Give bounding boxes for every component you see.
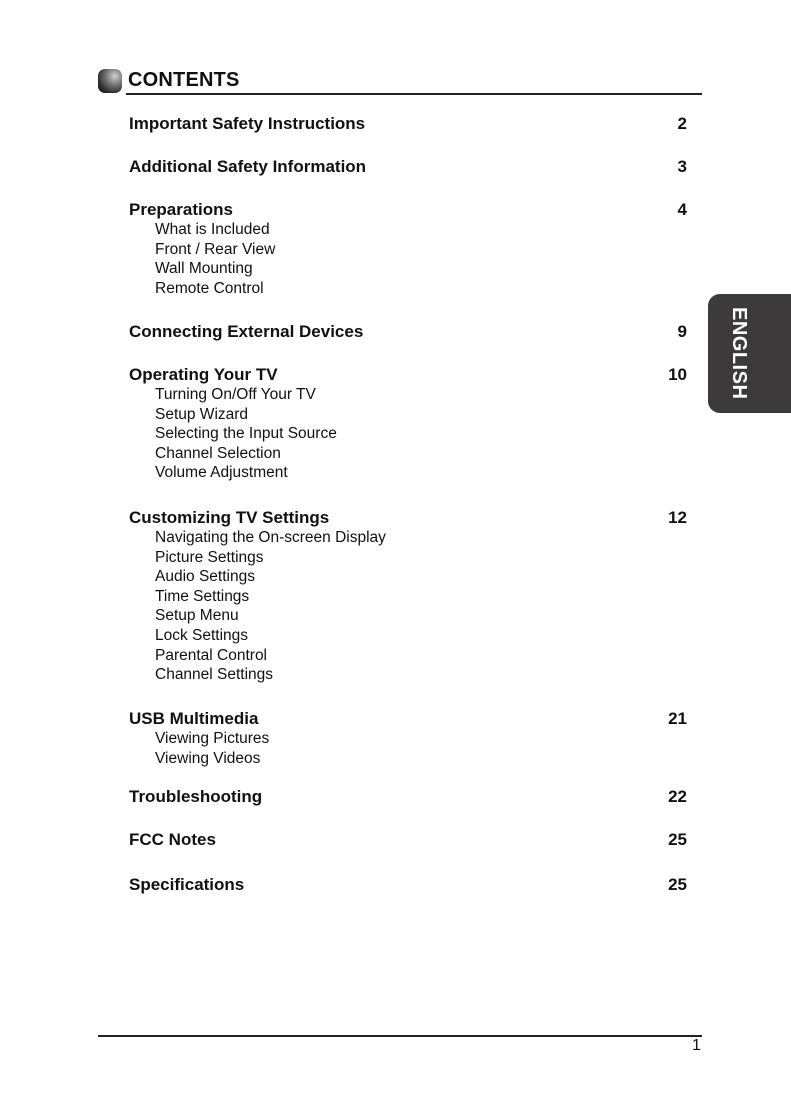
footer-divider <box>98 1035 702 1037</box>
toc-page-number: 21 <box>668 709 687 728</box>
toc-page-number: 22 <box>668 787 687 806</box>
toc-section-title: FCC Notes <box>129 830 216 849</box>
toc-subsection[interactable]: Channel Selection <box>155 444 281 462</box>
toc-entry[interactable] <box>129 200 689 220</box>
toc-section <box>129 508 689 685</box>
header-divider <box>126 93 702 95</box>
toc-section <box>129 365 689 483</box>
toc-section <box>129 787 689 807</box>
toc-page-number: 2 <box>677 114 687 133</box>
page-number: 1 <box>692 1037 701 1054</box>
toc-section <box>129 830 689 850</box>
toc-subsection[interactable]: Audio Settings <box>155 568 255 586</box>
toc-section-title: Additional Safety Information <box>129 157 367 176</box>
toc-subsection[interactable]: Remote Control <box>155 279 264 297</box>
toc-entry[interactable] <box>129 875 689 895</box>
toc-subsection[interactable]: Channel Settings <box>155 666 274 684</box>
toc-subsection[interactable]: Wall Mounting <box>155 260 253 278</box>
toc-subsection[interactable]: Parental Control <box>155 646 268 664</box>
toc-subsection[interactable]: Viewing Videos <box>155 749 261 767</box>
toc-subsection[interactable]: Picture Settings <box>155 548 264 566</box>
toc-subsection[interactable]: Setup Wizard <box>155 405 249 423</box>
toc-subsection[interactable]: Volume Adjustment <box>155 464 288 482</box>
toc-section <box>129 875 689 895</box>
toc-page-number: 25 <box>668 830 687 849</box>
toc-subsection[interactable]: Viewing Pictures <box>155 730 270 747</box>
toc-section-title: Connecting External Devices <box>129 322 364 341</box>
toc-section <box>129 200 689 298</box>
toc-page-number: 4 <box>677 200 687 219</box>
toc-section-title: Preparations <box>129 200 233 219</box>
toc-section <box>129 322 689 342</box>
toc-entry[interactable] <box>129 508 689 528</box>
toc-page-number: 12 <box>668 508 687 527</box>
toc-subsection[interactable]: What is Included <box>155 221 270 238</box>
toc-section-title: Customizing TV Settings <box>129 508 330 527</box>
toc-page-number: 9 <box>677 322 687 341</box>
toc-section-title: Specifications <box>129 875 245 894</box>
toc-section <box>129 114 689 134</box>
toc-entry[interactable] <box>129 830 689 850</box>
toc-page-number: 3 <box>677 157 687 176</box>
toc-subsection[interactable]: Selecting the Input Source <box>155 425 337 443</box>
toc-section-title: USB Multimedia <box>129 709 259 728</box>
toc-entry[interactable] <box>129 322 689 342</box>
language-tab <box>708 294 791 413</box>
toc-section <box>129 157 689 177</box>
toc-subsection[interactable]: Navigating the On-screen Display <box>155 529 386 546</box>
toc-entry[interactable] <box>129 709 689 729</box>
toc-entry[interactable] <box>129 365 689 385</box>
toc-page-number: 10 <box>668 365 687 384</box>
toc-subsection[interactable]: Lock Settings <box>155 626 249 644</box>
toc-section-title: Important Safety Instructions <box>129 114 366 133</box>
language-tab-label: ENGLISH <box>728 307 750 400</box>
rounded-square-bullet-icon <box>98 69 122 93</box>
toc-subsection[interactable]: Setup Menu <box>155 607 239 625</box>
contents-header <box>98 68 702 94</box>
toc-subsection[interactable]: Time Settings <box>155 587 250 605</box>
toc-subsection[interactable]: Turning On/Off Your TV <box>155 386 316 403</box>
toc-section <box>129 709 689 768</box>
toc-entry[interactable] <box>129 114 689 134</box>
toc-section-title: Troubleshooting <box>129 787 263 806</box>
toc-entry[interactable] <box>129 157 689 177</box>
page-title: CONTENTS <box>128 69 240 91</box>
toc-subsection[interactable]: Front / Rear View <box>155 240 276 258</box>
toc-section-title: Operating Your TV <box>129 365 278 384</box>
toc-entry[interactable] <box>129 787 689 807</box>
toc-page-number: 25 <box>668 875 687 894</box>
